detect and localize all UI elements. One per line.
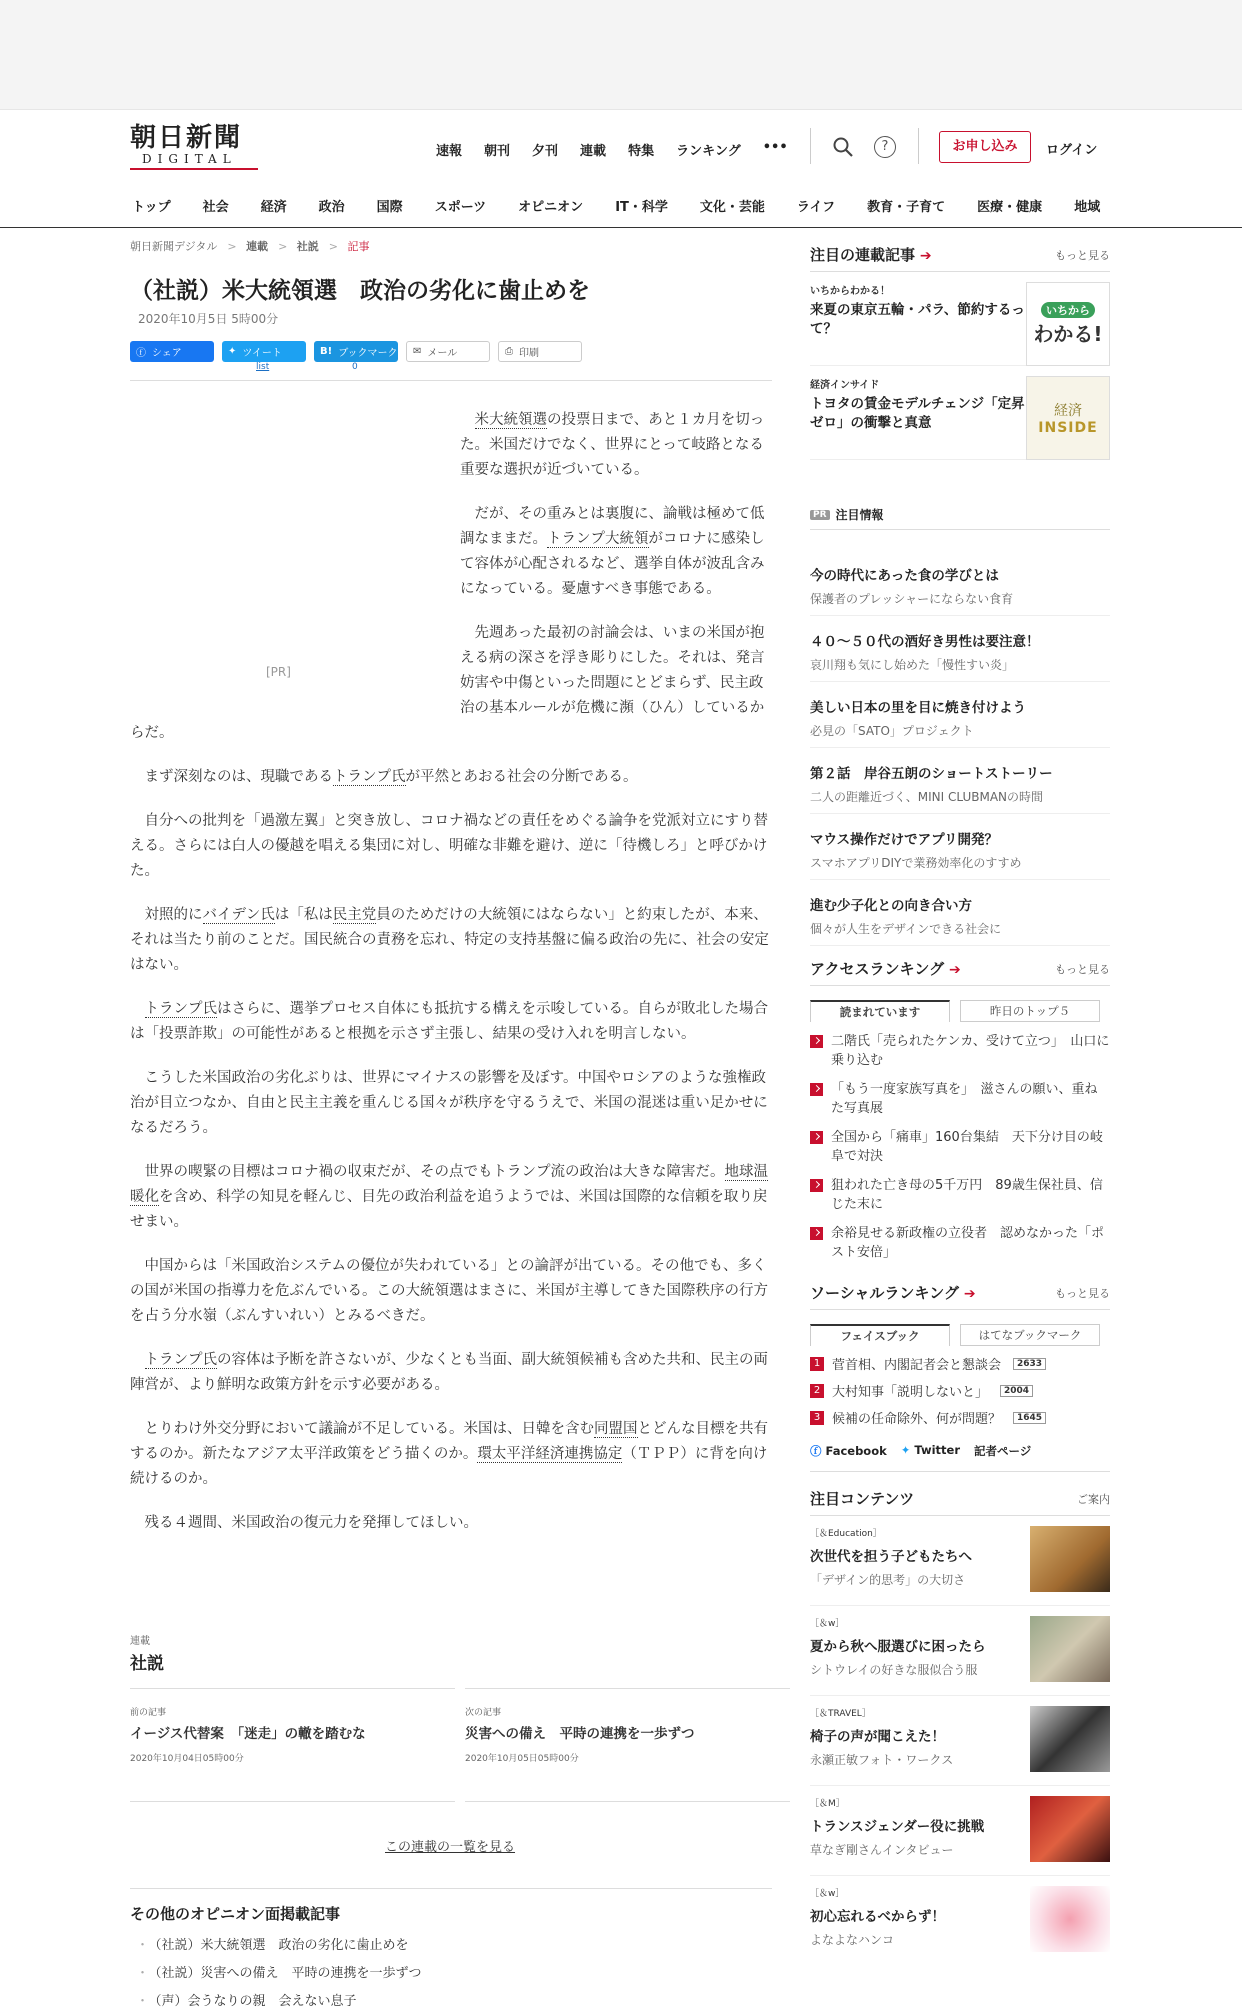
tab-yesterday[interactable]: 昨日のトップ５ [960, 1000, 1100, 1022]
topnav-item[interactable]: ランキング [676, 144, 741, 159]
search-icon[interactable] [832, 136, 854, 158]
keyword-link[interactable]: バイデン氏 [202, 907, 275, 923]
topnav-item[interactable]: 夕刊 [532, 144, 559, 159]
arrow-icon [810, 1179, 823, 1192]
ad-label: [PR] [266, 665, 291, 679]
pr-badge: PR [810, 510, 830, 520]
logo[interactable] [130, 124, 260, 166]
paragraph: 自分への批判を「過激左翼」と突き放し、コロナ禍などの責任をめぐる論争を党派対立にすり替える。さらには白人の優越を唱える集団に対し、明確な非難を避け、逆に「待機しろ」と呼びかけた。 [130, 813, 768, 879]
keyword-link[interactable]: 同盟国 [594, 1421, 638, 1437]
paragraph: 世界の喫緊の目標はコロナ禍の収束だが、その点でもトランプ流の政治は大きな障害だ。地球温暖化を含め、科学の知見を軽んじ、目先の政治利益を追うようでは、米国は国際的な信頼を取り戻せまい。 [130, 1164, 768, 1230]
access-ranking-header: アクセスランキング ➔ もっと見る [810, 952, 1110, 986]
tab-read[interactable]: 読まれています [810, 1000, 950, 1022]
serial-label: 連載 [130, 1636, 150, 1647]
paragraph: 米大統領選の投票日まで、あと１カ月を切った。米国だけでなく、世界にとって岐路となる重要な選択が近づいている。 [460, 412, 765, 478]
content-item[interactable]: ［＆w］ 夏から秋へ服選びに困ったら シトウレイの好きな服似合う服 [810, 1606, 1110, 1696]
hatena-bookmark-button[interactable]: B! ブックマーク [314, 341, 398, 362]
facebook-share-button[interactable]: ⓕ シェア [130, 341, 214, 362]
cat-item[interactable]: 経済 [260, 200, 287, 215]
featured-thumbnail: いちから わかる! [1026, 282, 1110, 366]
article-main [130, 238, 772, 381]
cat-item[interactable]: 文化・芸能 [699, 200, 765, 215]
pr-item[interactable]: 第２話 岸谷五朗のショートストーリー 二人の距離近づく、MINI CLUBMANの時間 [810, 748, 1110, 814]
divider [130, 380, 772, 381]
social-item[interactable]: 2 大村知事「説明しないと」 2004 [810, 1381, 1110, 1400]
share-count-badge: 1645 [1013, 1412, 1046, 1424]
content-item[interactable]: ［＆M］ トランスジェンダー役に挑戦 草なぎ剛さんインタビュー [810, 1786, 1110, 1876]
more-link[interactable]: もっと見る [1055, 248, 1110, 262]
serial-name[interactable]: 社説 [130, 1654, 164, 1674]
keyword-link[interactable]: 民主党 [332, 907, 377, 923]
paragraph: こうした米国政治の劣化ぶりは、世界にマイナスの影響を及ぼす。中国やロシアのような強権政治が目立つなか、自由と民主主義を重んじる国々が秩序を守るうえで、米国の混迷は重い足かせになるだろう。 [130, 1070, 768, 1136]
paragraph: 残る４週間、米国政治の復元力を発揮してほしい。 [144, 1515, 478, 1531]
access-tabs [810, 1000, 1110, 1022]
list-item[interactable]: ・ （社説）災害への備え 平時の連携を一歩ずつ [136, 1960, 422, 1988]
social-links [810, 1443, 1110, 1472]
list-item[interactable]: ・ （声）会うなりの親 会えない息子 [136, 1988, 422, 2016]
featured-thumbnail: 経済 INSIDE [1026, 376, 1110, 460]
tab-hatena[interactable]: はてなブックマーク [960, 1324, 1100, 1346]
login-link[interactable]: ログイン [1046, 143, 1098, 158]
more-link[interactable]: もっと見る [1055, 962, 1110, 976]
paragraph: 対照的にバイデン氏は「私は民主党員のためだけの大統領にはならない」と約束したが、本来、それは当たり前のことだ。国民統合の責務を忘れ、特定の支持基盤に偏る政治の先に、社会の安定はない。 [130, 907, 769, 973]
facebook-link[interactable]: ⓕ Facebook [810, 1444, 887, 1458]
paragraph: だが、その重みとは裏腹に、論戦は極めて低調なままだ。トランプ大統領がコロナに感染して容体が心配されるなど、選挙自体が波乱含みになっている。憂慮すべき事態である。 [460, 506, 765, 597]
facebook-icon: ⓕ [810, 1444, 826, 1458]
guide-link[interactable]: ご案内 [1077, 1492, 1110, 1506]
more-menu-icon[interactable]: ••• [762, 140, 788, 155]
content-item[interactable]: ［＆Education］ 次世代を担う子どもたちへ 「デザイン的思考」の大切さ [810, 1516, 1110, 1606]
keyword-link[interactable]: 環太平洋経済連携協定 [477, 1446, 623, 1462]
twitter-icon: ✦ [900, 1443, 915, 1457]
next-article[interactable]: 次の記事 災害への備え 平時の連携を一歩ずつ 2020年10月05日05時00分 [465, 1688, 790, 1802]
category-nav [0, 184, 1242, 228]
paragraph: トランプ氏はさらに、選挙プロセス自体にも抵抗する構えを示唆している。自らが敗北した場合は「投票詐欺」の可能性があると根拠を示さず主張し、結果の受け入れを明言しない。 [130, 1001, 768, 1042]
keyword-link[interactable]: トランプ大統領 [547, 531, 649, 547]
cat-item[interactable]: 医療・健康 [977, 200, 1043, 215]
keyword-link[interactable]: トランプ氏 [333, 769, 406, 785]
social-ranking-header: ソーシャルランキング ➔ もっと見る [810, 1276, 1110, 1310]
keyword-link[interactable]: 米大統領選 [474, 412, 547, 428]
mail-button[interactable]: ✉ メール [406, 341, 490, 362]
other-articles-list [136, 1932, 422, 2016]
featured-header: 注目の連載記事 ➔ もっと見る [810, 238, 1110, 272]
arrow-icon [810, 1227, 823, 1240]
article-body-wrap [130, 398, 772, 1628]
help-icon[interactable]: ? [874, 136, 896, 158]
pr-item[interactable]: マウス操作だけでアプリ開発？ スマホアプリDIYで業務効率化のすすめ [810, 814, 1110, 880]
keyword-link[interactable]: トランプ氏 [144, 1352, 217, 1368]
sidebar [810, 238, 1110, 1966]
paragraph: 中国からは「米国政治システムの優位が失われている」との論評が出ている。その他でも、多くの国が米国の指導力を危ぶんでいる。この大統領選はまさに、米国が主導してきた国際秩序の行方を占う分水嶺（ぶんすいれい）とみるべきだ。 [130, 1258, 768, 1324]
pr-item[interactable]: ４０～５０代の酒好き男性は要注意！ 哀川翔も気にし始めた「慢性すい炎」 [810, 616, 1110, 682]
see-all-link[interactable]: この連載の一覧を見る [385, 1840, 516, 1855]
contents-header: 注目コンテンツ ご案内 [810, 1482, 1110, 1516]
pr-item[interactable]: 美しい日本の里を目に焼き付けよう 必見の「SATO」プロジェクト [810, 682, 1110, 748]
ranking-item[interactable]: 狙われた亡き母の5千万円 89歳生保社員、信じた末に [810, 1176, 1110, 1214]
content-photo [1030, 1706, 1110, 1772]
topnav-item[interactable]: 特集 [628, 144, 655, 159]
arrow-icon [810, 1035, 823, 1048]
reporter-page-link[interactable]: 記者ページ [974, 1444, 1032, 1458]
crumb-item[interactable]: 社説 [296, 240, 319, 253]
cat-item[interactable]: IT・科学 [615, 200, 668, 215]
ranking-item[interactable]: 余裕見せる新政権の立役者 認めなかった「ポスト安倍」 [810, 1224, 1110, 1262]
logo-main: 朝日新聞 [130, 123, 243, 153]
prev-next-nav [130, 1688, 790, 1802]
hatena-count[interactable]: 0 [352, 362, 358, 372]
content-photo [1030, 1616, 1110, 1682]
share-bar [130, 341, 772, 362]
page-title: （社説）米大統領選 政治の劣化に歯止めを [130, 278, 590, 304]
crumb-current: 記事 [347, 240, 370, 253]
paragraph: まず深刻なのは、現職であるトランプ氏が平然とあおる社会の分断である。 [144, 769, 638, 785]
cat-item[interactable]: トップ [132, 200, 171, 215]
share-count-badge: 2633 [1013, 1358, 1046, 1370]
tab-facebook[interactable]: フェイスブック [810, 1324, 950, 1346]
cat-item[interactable]: 政治 [318, 200, 345, 215]
paragraph: とりわけ外交分野において議論が不足している。米国は、日韓を含む同盟国とどんな目標を共有するのか。新たなアジア太平洋政策をどう描くのか。環太平洋経済連携協定（ＴＰＰ）に背を向け続けるのか。 [130, 1421, 768, 1487]
cat-item[interactable]: ライフ [796, 200, 836, 215]
cat-item[interactable]: オピニオン [518, 200, 584, 215]
paragraph: 先週あった最初の討論会は、いまの米国が抱える病の深さを浮き彫りにした。それは、発言妨害や中傷といった問題にとどまらず、民主政治の基本ルールが危機に瀕（ひん）しているからだ。 [130, 625, 765, 741]
twitter-share-button[interactable]: ✦ ツイート [222, 341, 306, 362]
divider [918, 128, 919, 164]
top-ad-banner [0, 0, 1242, 110]
share-counts [130, 362, 772, 376]
cat-item[interactable]: スポーツ [434, 200, 487, 215]
serial-section [130, 1632, 772, 1674]
list-item[interactable]: ・ （社説）米大統領選 政治の劣化に歯止めを [136, 1932, 422, 1960]
arrow-icon [810, 1083, 823, 1096]
twitter-icon: ✦ [228, 346, 237, 357]
facebook-icon: ⓕ [136, 348, 146, 359]
keyword-link[interactable]: 地球温暖化 [130, 1164, 768, 1205]
paragraph: トランプ氏の容体は予断を許さないが、少なくとも当面、副大統領候補も含めた共和、民主の両陣営が、より鮮明な政策方針を示す必要がある。 [130, 1352, 768, 1393]
crumb-item[interactable]: 連載 [246, 240, 269, 253]
cat-item[interactable]: 国際 [376, 200, 403, 215]
crumb-item[interactable]: 朝日新聞デジタル [130, 240, 218, 253]
breadcrumb: 朝日新聞デジタル > 連載 > 社説 > 記事 [130, 240, 370, 253]
pr-item[interactable]: 進む少子化との向き合い方 個々が人生をデザインできる社会に [810, 880, 1110, 946]
keyword-link[interactable]: トランプ氏 [144, 1001, 217, 1017]
twitter-count[interactable]: list [256, 362, 270, 372]
share-count-badge: 2004 [1000, 1385, 1033, 1397]
ranking-item[interactable]: 全国から「痛車」160台集結 天下分け目の岐阜で対決 [810, 1128, 1110, 1166]
topnav-item[interactable]: 朝刊 [484, 144, 511, 159]
social-item[interactable]: 1 菅首相、内閣記者会と懇談会 2633 [810, 1354, 1110, 1373]
other-articles-title: その他のオピニオン面掲載記事 [130, 1888, 772, 1924]
content-photo [1030, 1886, 1110, 1952]
site-header [0, 110, 1242, 184]
mail-icon: ✉ [413, 346, 422, 357]
cat-item[interactable]: 地域 [1074, 200, 1101, 215]
print-button[interactable]: ⎙ 印刷 [498, 341, 582, 362]
arrow-icon [810, 1131, 823, 1144]
more-link[interactable]: もっと見る [1055, 1286, 1110, 1300]
content-photo [1030, 1796, 1110, 1862]
pr-item[interactable]: 今の時代にあった食の学びとは 保護者のプレッシャーにならない食育 [810, 550, 1110, 616]
social-tabs [810, 1324, 1110, 1346]
logo-sub: DIGITAL [130, 152, 260, 166]
content-item[interactable]: ［＆w］ 初心忘れるべからず！ よなよなハンコ [810, 1876, 1110, 1966]
twitter-link[interactable]: ✦ Twitter [900, 1443, 961, 1457]
cat-item[interactable]: 社会 [202, 200, 229, 215]
ranking-item[interactable]: 二階氏「売られたケンカ、受けて立つ」 山口に乗り込む [810, 1032, 1110, 1070]
cat-item[interactable]: 教育・子育て [867, 200, 946, 215]
featured-item[interactable]: 経済インサイド トヨタの賃金モデルチェンジ「定昇ゼロ」の衝撃と真意 経済 INSIDE [810, 366, 1110, 460]
pr-header: PR 注目情報 [810, 500, 1110, 530]
top-nav [436, 140, 810, 159]
social-item[interactable]: 3 候補の任命除外、何が問題？ 1645 [810, 1408, 1110, 1427]
article-body [130, 408, 772, 1555]
content-photo [1030, 1526, 1110, 1592]
article-date: 2020年10月5日 5時00分 [138, 312, 279, 326]
subscribe-button[interactable]: お申し込み [939, 131, 1031, 163]
topnav-item[interactable]: 速報 [436, 144, 463, 159]
featured-item[interactable]: いちからわかる！ 来夏の東京五輪・パラ、節約するって？ いちから わかる! [810, 272, 1110, 366]
content-item[interactable]: ［＆TRAVEL］ 椅子の声が聞こえた！ 永瀬正敏フォト・ワークス [810, 1696, 1110, 1786]
print-icon: ⎙ [505, 346, 513, 357]
hatena-icon: B! [320, 346, 333, 357]
topnav-item[interactable]: 連載 [580, 144, 607, 159]
ranking-item[interactable]: 「もう一度家族写真を」 滋さんの願い、重ねた写真展 [810, 1080, 1110, 1118]
prev-article[interactable]: 前の記事 イージス代替案 「迷走」の轍を踏むな 2020年10月04日05時00分 [130, 1688, 455, 1802]
divider [810, 128, 811, 164]
